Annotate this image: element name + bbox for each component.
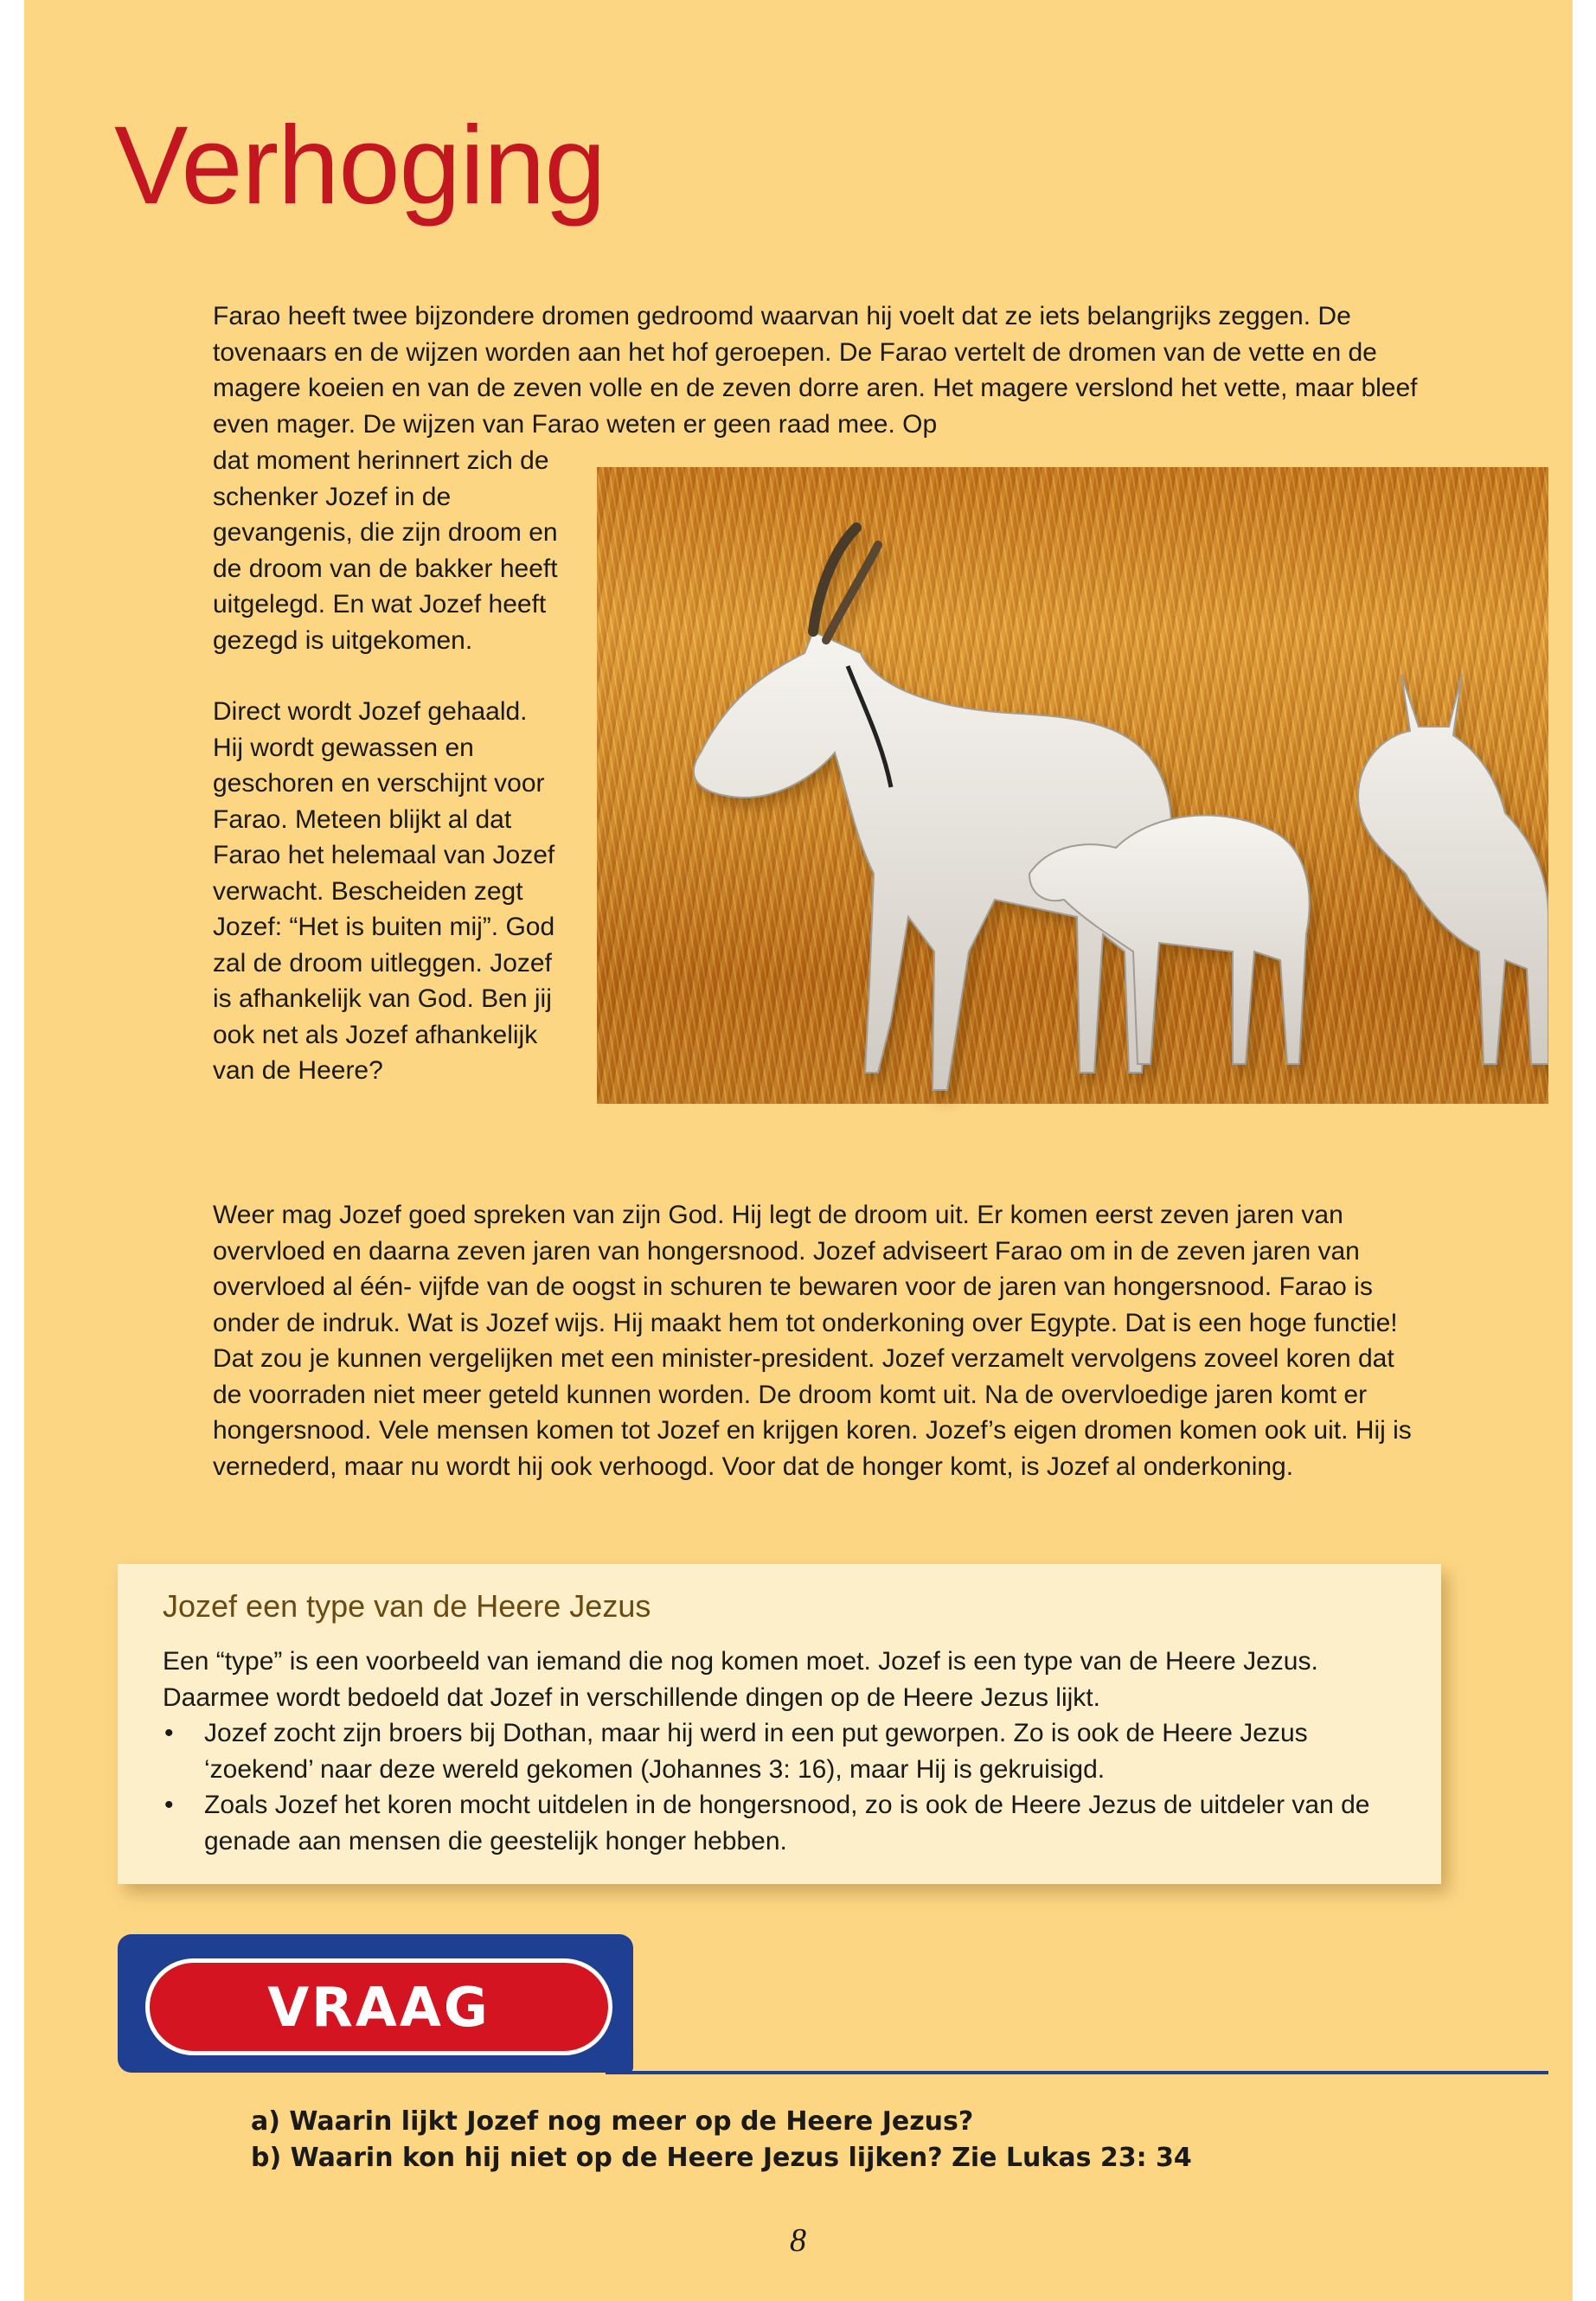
info-box-intro: Een “type” is een voorbeeld van iemand die nog komen moet. Jozef is een type van de Heere Jezus. Daarmee wordt bedoeld dat Jozef in verschillende dingen op de Heere Jezus lijkt. bbox=[163, 1647, 1318, 1712]
question-a: a) Waarin lijkt Jozef nog meer op de Heere Jezus? bbox=[251, 2106, 974, 2137]
list-item bbox=[163, 1787, 1408, 1859]
page-title: Verhoging bbox=[114, 104, 606, 228]
cattle-illustration bbox=[597, 467, 1548, 1246]
info-box bbox=[118, 1564, 1441, 1884]
list-item-text: Zoals Jozef het koren mocht uitdelen in de hongersnood, zo is ook de Heere Jezus de uitdeler van de genade aan mensen die geestelijk honger hebben. bbox=[204, 1791, 1370, 1856]
info-box-body bbox=[163, 1644, 1408, 1859]
left-column-text bbox=[213, 443, 559, 1089]
question-list bbox=[251, 2104, 1192, 2176]
list-item bbox=[163, 1715, 1408, 1787]
continuation-paragraph: Weer mag Jozef goed spreken van zijn God. Hij legt de droom uit. Er komen eerst zeven jaren van overvloed en daarna zeven jaren van hongersnood. Jozef adviseert Farao om in de zeven jaren van overvloed al één- vijfde van de oogst in schuren te bewaren voor de jaren van hongersnood. Farao is onder de indruk. Wat is Jozef wijs. Hij maakt hem tot onderkoning over Egypte. Dat is een hoge functie! Dat zou je kunnen vergelijken met een minister-president. Jozef verzamelt vervolgens zoveel koren dat de voorraden niet meer geteld kunnen worden. De droom komt uit. Na de overvloedige jaren komt er hongersnood. Vele mensen komen tot Jozef en krijgen koren. Jozef’s eigen dromen komen ook uit. Hij is vernederd, maar nu wordt hij ook verhoogd. Voor dat de honger komt, is Jozef al onderkoning. bbox=[213, 1201, 1412, 1481]
vraag-badge: VRAAG bbox=[145, 1958, 612, 2055]
info-box-title: Jozef een type van de Heere Jezus bbox=[163, 1588, 651, 1624]
bullet-icon: • bbox=[164, 1719, 174, 1747]
question-b: b) Waarin kon hij niet op de Heere Jezus lijken? Zie Lukas 23: 34 bbox=[251, 2143, 1192, 2173]
intro-paragraph: Farao heeft twee bijzondere dromen gedroomd waarvan hij voelt dat ze iets belangrijks zeggen. De tovenaars en de wijzen worden aan het hof geroepen. De Farao vertelt de dromen van de vette en de magere koeien en van de zeven volle en de zeven dorre aren. Het magere verslond het vette, maar bleef even mager. De wijzen van Farao weten er geen raad mee. Op bbox=[213, 302, 1418, 439]
column-paragraph-1: dat moment herinnert zich de schenker Jozef in de gevangenis, die zijn droom en de droom van de bakker heeft uitgelegd. En wat Jozef heeft gezegd is uitgekomen. bbox=[213, 446, 558, 655]
list-item-text: Jozef zocht zijn broers bij Dothan, maar hij werd in een put geworpen. Zo is ook de Heere Jezus ‘zoekend’ naar deze wereld gekomen (Johannes 3: 16), maar Hij is gekruisigd. bbox=[204, 1719, 1308, 1784]
paragraph-spacer bbox=[213, 658, 559, 694]
page-number: 8 bbox=[790, 2222, 806, 2259]
section-divider bbox=[606, 2071, 1548, 2074]
bullet-icon: • bbox=[164, 1791, 174, 1819]
vraag-tab bbox=[118, 1934, 633, 2073]
column-paragraph-2: Direct wordt Jozef gehaald. Hij wordt gewassen en geschoren en verschijnt voor Farao. Meteen blijkt al dat Farao het helemaal van Jozef verwacht. Bescheiden zegt Jozef: “Het is buiten mij”. God zal de droom uitleggen. Jozef is afhankelijk van God. Ben jij ook net als Jozef afhankelijk van de Heere? bbox=[213, 697, 555, 1085]
